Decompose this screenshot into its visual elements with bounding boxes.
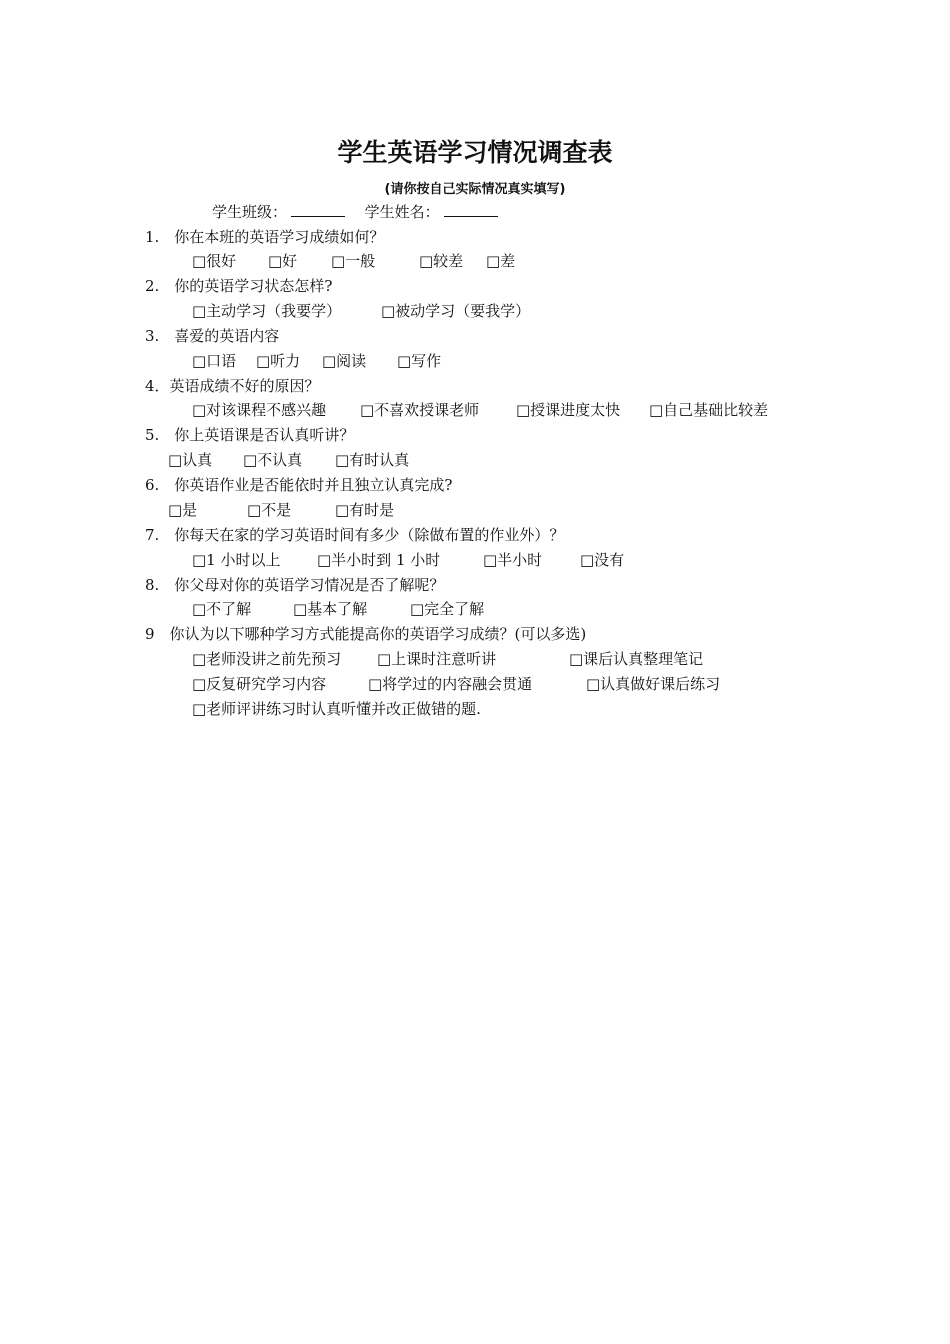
- option-checkbox[interactable]: □1 小时以上: [192, 551, 281, 569]
- option-checkbox[interactable]: □很好: [192, 252, 237, 270]
- option-checkbox[interactable]: □不喜欢授课老师: [360, 401, 480, 419]
- option-checkbox[interactable]: □基本了解: [293, 600, 368, 618]
- option-checkbox[interactable]: □不是: [247, 501, 292, 519]
- option-checkbox[interactable]: □没有: [580, 551, 625, 569]
- question-2: 2. 你的英语学习状态怎样?: [145, 277, 333, 295]
- question-5: 5. 你上英语课是否认真听讲？: [145, 426, 355, 444]
- option-checkbox[interactable]: □听力: [256, 352, 301, 370]
- option-checkbox[interactable]: □课后认真整理笔记: [569, 650, 704, 668]
- student-info-row: [212, 202, 498, 222]
- question-3: 3. 喜爱的英语内容: [145, 327, 280, 345]
- name-field[interactable]: [444, 202, 498, 217]
- option-checkbox[interactable]: □对该课程不感兴趣: [192, 401, 327, 419]
- option-checkbox[interactable]: □半小时到 1 小时: [317, 551, 441, 569]
- name-label: 学生姓名：: [364, 203, 440, 221]
- question-7: 7. 你每天在家的学习英语时间有多少（除做布置的作业外）？: [145, 526, 565, 544]
- option-checkbox[interactable]: □较差: [419, 252, 464, 270]
- survey-subtitle: (请你按自己实际情况真实填写): [384, 182, 566, 197]
- option-checkbox[interactable]: □阅读: [322, 352, 367, 370]
- survey-title: 学生英语学习情况调查表: [337, 138, 613, 167]
- option-checkbox[interactable]: □好: [268, 252, 298, 270]
- option-checkbox[interactable]: □一般: [331, 252, 376, 270]
- option-checkbox[interactable]: □不了解: [192, 600, 252, 618]
- option-checkbox[interactable]: □半小时: [483, 551, 543, 569]
- option-checkbox[interactable]: □老师评讲练习时认真听懂并改正做错的题.: [192, 700, 481, 718]
- option-checkbox[interactable]: □认真: [168, 451, 213, 469]
- option-checkbox[interactable]: □有时是: [335, 501, 395, 519]
- option-checkbox[interactable]: □认真做好课后练习: [586, 675, 721, 693]
- question-6: 6. 你英语作业是否能依时并且独立认真完成?: [145, 476, 453, 494]
- option-checkbox[interactable]: □反复研究学习内容: [192, 675, 327, 693]
- option-checkbox[interactable]: □是: [168, 501, 198, 519]
- question-8: 8. 你父母对你的英语学习情况是否了解呢？: [145, 576, 445, 594]
- option-checkbox[interactable]: □上课时注意听讲: [377, 650, 497, 668]
- option-checkbox[interactable]: □口语: [192, 352, 237, 370]
- option-checkbox[interactable]: □有时认真: [335, 451, 410, 469]
- option-checkbox[interactable]: □写作: [397, 352, 442, 370]
- question-4: 4．英语成绩不好的原因？: [145, 377, 320, 395]
- option-checkbox[interactable]: □主动学习（我要学）: [192, 302, 342, 320]
- option-checkbox[interactable]: □授课进度太快: [516, 401, 621, 419]
- class-field[interactable]: [291, 202, 345, 217]
- option-checkbox[interactable]: □不认真: [243, 451, 303, 469]
- question-1: 1. 你在本班的英语学习成绩如何？: [145, 228, 385, 246]
- question-9: 9 你认为以下哪种学习方式能提高你的英语学习成绩？(可以多选): [145, 625, 587, 643]
- option-checkbox[interactable]: □完全了解: [410, 600, 485, 618]
- option-checkbox[interactable]: □被动学习（要我学）: [381, 302, 531, 320]
- class-label: 学生班级：: [212, 203, 288, 221]
- option-checkbox[interactable]: □老师没讲之前先预习: [192, 650, 342, 668]
- option-checkbox[interactable]: □自己基础比较差: [649, 401, 769, 419]
- option-checkbox[interactable]: □差: [486, 252, 516, 270]
- option-checkbox[interactable]: □将学过的内容融会贯通: [368, 675, 533, 693]
